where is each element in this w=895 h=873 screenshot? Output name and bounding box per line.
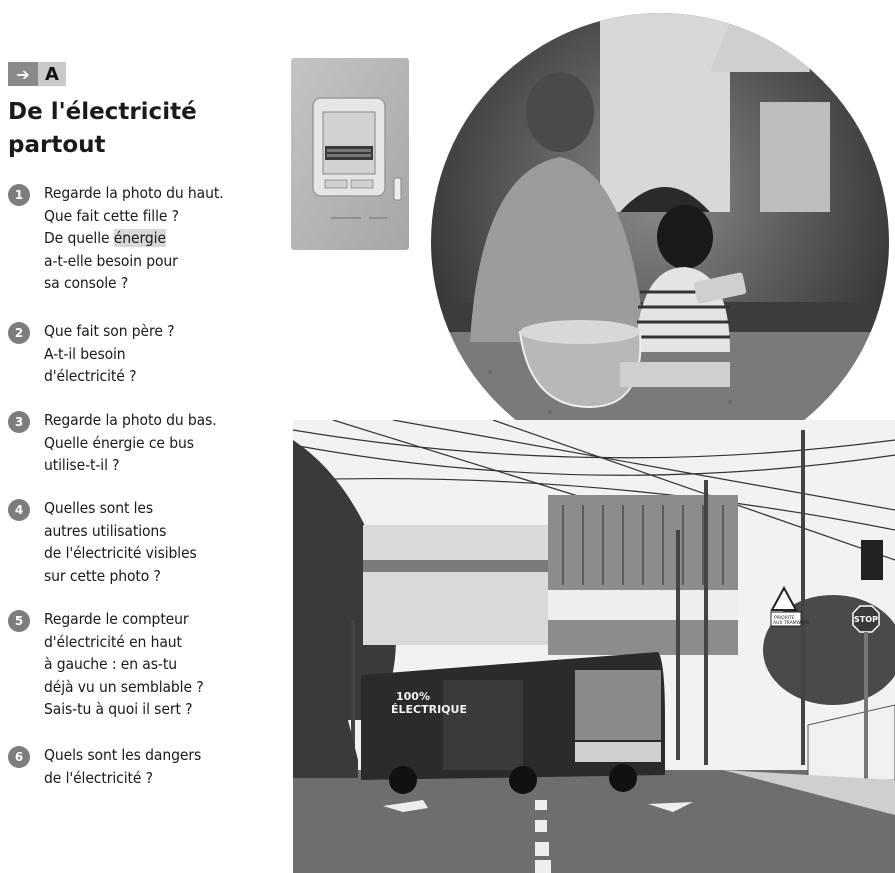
arrow-right-icon: ➔ <box>8 62 38 86</box>
question-number: 4 <box>8 499 30 521</box>
question-text: Que fait son père ? A-t-il besoin d'électricité ? <box>44 322 175 385</box>
priority-sign-text: PRIORITE AUX TRAMWAYS <box>773 616 810 626</box>
stop-sign-text: STOP <box>854 615 878 624</box>
question-number: 5 <box>8 610 30 632</box>
street-bus-photo <box>293 420 895 873</box>
kitchen-photo <box>430 12 890 472</box>
page-title: De l'électricité partout <box>8 99 197 158</box>
bus-side-text: 100% ÉLECTRIQUE <box>391 690 467 716</box>
question-text: Quels sont les dangers de l'électricité ? <box>44 746 202 787</box>
question-5 <box>8 608 204 721</box>
question-number: 1 <box>8 184 30 206</box>
question-text-part: a-t-elle besoin pour sa console ? <box>44 251 178 292</box>
question-6 <box>8 744 201 789</box>
highlighted-word: énergie <box>113 229 166 247</box>
question-2 <box>8 320 174 388</box>
question-text: Regarde le compteur d'électricité en haut à gauche : en as-tu déjà vu un semblable ? Sais-tu à quoi il sert ? <box>44 610 204 718</box>
question-text <box>44 182 224 295</box>
section-letter: A <box>38 62 66 86</box>
question-text-part: Regarde la photo du haut. Que fait cette fille ? De quelle <box>44 184 224 247</box>
bus <box>361 652 665 794</box>
question-4 <box>8 497 197 587</box>
question-text: Regarde la photo du bas. Quelle énergie ce bus utilise-t-il ? <box>44 411 217 474</box>
question-number: 6 <box>8 746 30 768</box>
question-text: Quelles sont les autres utilisations de l'électricité visibles sur cette photo ? <box>44 499 197 585</box>
question-3 <box>8 409 217 477</box>
electricity-meter-photo <box>291 58 409 250</box>
section-tag <box>8 62 66 86</box>
question-number: 3 <box>8 411 30 433</box>
question-number: 2 <box>8 322 30 344</box>
question-1 <box>8 182 224 295</box>
